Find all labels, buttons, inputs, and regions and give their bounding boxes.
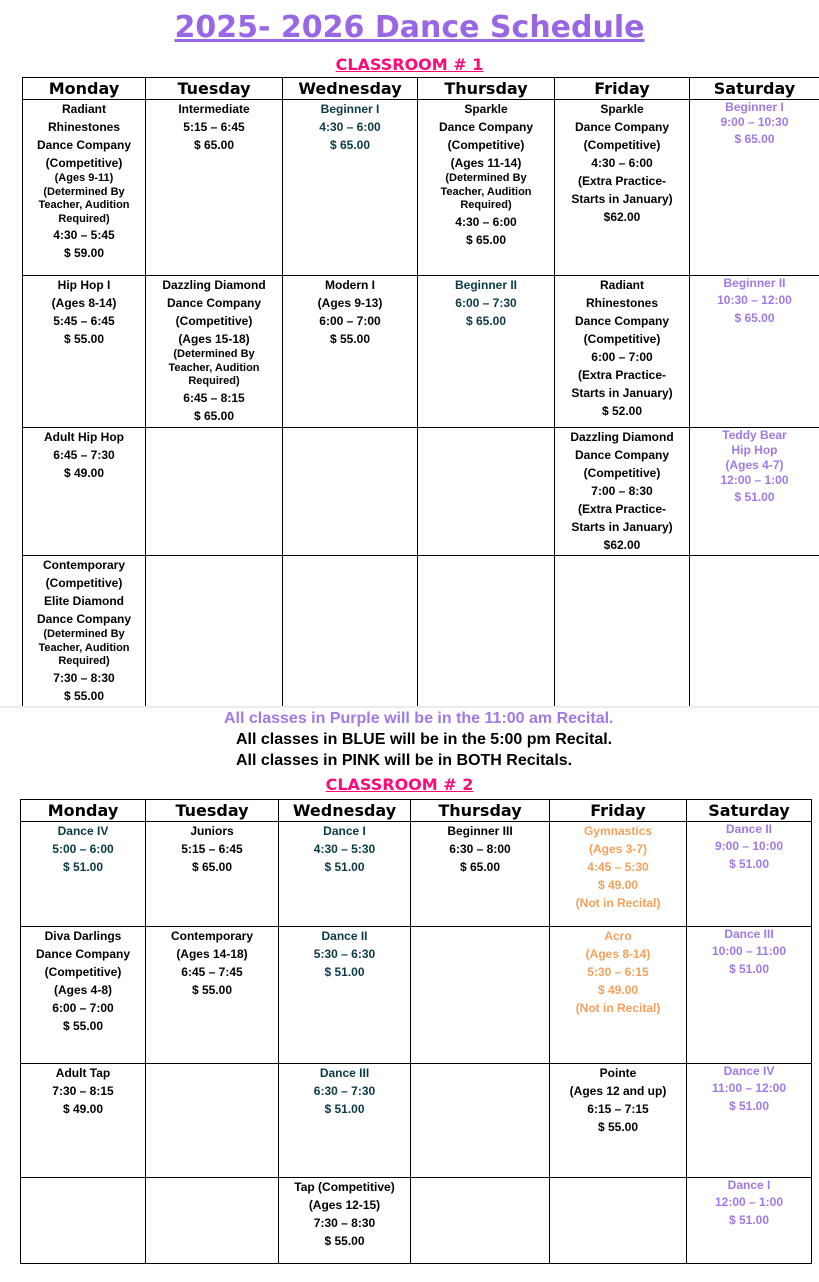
empty-cell: [21, 1178, 146, 1264]
class-line: Beginner III: [447, 824, 513, 838]
class-line: $ 51.00: [728, 962, 770, 976]
class-line: Adult Tap: [55, 1066, 111, 1080]
class-line: Dance IV: [723, 1064, 775, 1078]
class-line: 6:00 – 7:00: [591, 350, 653, 364]
class-line: Dance IV: [57, 824, 109, 838]
class-line: (Ages 15-18): [178, 332, 250, 346]
class-line: 4:30 – 5:45: [53, 228, 115, 242]
class-line: 6:30 – 8:00: [449, 842, 511, 856]
class-line: 4:30 – 6:00: [319, 120, 381, 134]
class-line: $ 55.00: [191, 983, 233, 997]
class-line: Beginner II: [723, 276, 786, 290]
class-line: (Extra Practice-: [577, 368, 667, 382]
class-line: Dazzling Diamond: [570, 430, 674, 444]
class-cell: [555, 276, 690, 428]
class-cell: [418, 100, 555, 276]
day-header-thursday: Thursday: [418, 78, 555, 100]
class-line: $ 51.00: [734, 490, 775, 504]
class-line: Dance Company: [35, 947, 131, 961]
day-header-wednesday: Wednesday: [279, 800, 411, 822]
class-line: $ 49.00: [62, 1102, 104, 1116]
class-line: Dance I: [323, 824, 366, 838]
class-line: Teacher, Audition: [440, 185, 532, 198]
class-line: 7:30 – 8:30: [313, 1216, 376, 1230]
class-line: 7:30 – 8:15: [52, 1084, 114, 1098]
class-line: Dance III: [724, 927, 774, 941]
table-row: [21, 1178, 812, 1264]
class-line: $ 49.00: [597, 983, 639, 997]
class-line: Teacher, Audition: [38, 641, 130, 654]
empty-cell: [146, 1064, 279, 1178]
class-line: (Ages 3-7): [588, 842, 647, 856]
class-line: $ 52.00: [601, 404, 643, 418]
day-header-tuesday: Tuesday: [146, 800, 279, 822]
class-line: 4:30 – 6:00: [591, 156, 653, 170]
class-line: 4:30 – 5:30: [313, 842, 376, 856]
class-line: Diva Darlings: [44, 929, 122, 943]
class-line: (Ages 8-14): [585, 947, 651, 961]
class-cell: [690, 100, 819, 276]
class-line: (Ages 9-13): [317, 296, 383, 310]
class-line: $62.00: [603, 538, 641, 552]
class-line: (Not in Recital): [575, 1001, 661, 1015]
class-cell: [23, 100, 146, 276]
day-header-monday: Monday: [21, 800, 146, 822]
class-line: $ 55.00: [62, 1019, 104, 1033]
class-cell: [23, 276, 146, 428]
class-line: (Ages 14-18): [176, 947, 248, 961]
class-line: Gymnastics: [583, 824, 653, 838]
class-line: Intermediate: [178, 102, 250, 116]
day-header-saturday: Saturday: [687, 800, 812, 822]
day-header-friday: Friday: [555, 78, 690, 100]
class-line: Elite Diamond: [43, 594, 124, 608]
class-line: 5:15 – 6:45: [181, 842, 243, 856]
class-line: 9:00 – 10:00: [714, 839, 784, 853]
class-line: (Competitive): [447, 138, 525, 152]
day-header-friday: Friday: [550, 800, 687, 822]
day-header-wednesday: Wednesday: [283, 78, 418, 100]
class-line: (Ages 4-7): [725, 458, 784, 472]
class-line: Radiant: [61, 102, 106, 116]
class-cell: [555, 428, 690, 556]
class-line: Teddy Bear: [722, 428, 787, 442]
class-cell: [23, 556, 146, 708]
class-line: (Ages 11-14): [450, 156, 522, 170]
class-line: Hip Hop I: [57, 278, 111, 292]
class-line: (Determined By: [43, 185, 125, 198]
class-line: (Ages 12-15): [308, 1198, 381, 1212]
class-line: Adult Hip Hop: [44, 430, 124, 444]
class-line: (Determined By: [43, 628, 125, 640]
class-line: Beginner I: [320, 102, 380, 116]
class-line: Sparkle: [464, 102, 508, 116]
class-line: Contemporary: [42, 558, 125, 572]
class-cell: [21, 927, 146, 1064]
empty-cell: [411, 927, 550, 1064]
class-line: Required): [58, 212, 110, 225]
class-line: $62.00: [603, 210, 641, 224]
day-header-tuesday: Tuesday: [146, 78, 283, 100]
class-cell: [21, 1064, 146, 1178]
class-line: 6:30 – 7:30: [313, 1084, 376, 1098]
class-line: 6:45 – 7:45: [181, 965, 243, 979]
class-line: (Determined By: [445, 172, 527, 184]
note-purple-recital: All classes in Purple will be in the 11:00 am Recital.: [224, 710, 614, 727]
class-line: Rhinestones: [47, 120, 120, 134]
class-cell: [21, 822, 146, 927]
class-line: $ 55.00: [63, 332, 105, 346]
class-cell: [687, 1064, 812, 1178]
class-line: 5:30 – 6:30: [313, 947, 376, 961]
class-cell: [279, 822, 411, 927]
class-line: (Determined By: [173, 348, 255, 360]
class-cell: [690, 428, 819, 556]
class-cell: [23, 428, 146, 556]
empty-cell: [146, 556, 283, 708]
class-line: (Competitive): [45, 156, 123, 170]
class-cell: [550, 822, 687, 927]
class-line: Dance Company: [36, 612, 132, 626]
class-line: $ 65.00: [734, 311, 775, 325]
table-row: [23, 100, 819, 276]
class-line: $ 51.00: [728, 1213, 770, 1227]
class-line: 10:30 – 12:00: [717, 293, 792, 307]
class-line: Modern I: [325, 278, 375, 292]
class-line: $ 65.00: [459, 860, 501, 874]
classroom-2-schedule-table: [20, 799, 812, 1264]
class-line: Radiant: [599, 278, 644, 292]
class-line: Dance Company: [166, 296, 262, 310]
class-cell: [146, 822, 279, 927]
class-line: 5:45 – 6:45: [53, 314, 115, 328]
class-line: $ 55.00: [329, 332, 371, 346]
class-line: $ 55.00: [324, 1234, 365, 1248]
class-line: $ 59.00: [63, 246, 105, 260]
class-line: Rhinestones: [585, 296, 658, 310]
class-cell: [687, 927, 812, 1064]
class-line: Required): [188, 375, 240, 387]
class-line: $ 51.00: [324, 1102, 365, 1116]
class-cell: [418, 276, 555, 428]
class-line: Pointe: [599, 1066, 637, 1080]
page-title: 2025- 2026 Dance Schedule: [174, 10, 645, 45]
class-line: Starts in January): [571, 520, 673, 534]
class-line: 6:45 – 8:15: [183, 390, 245, 405]
class-line: 7:00 – 8:30: [591, 484, 653, 498]
class-line: 12:00 – 1:00: [714, 1195, 784, 1209]
class-line: Required): [460, 199, 512, 211]
class-line: Dance Company: [574, 448, 670, 462]
class-line: (Competitive): [175, 314, 253, 328]
class-line: 4:45 – 5:30: [587, 860, 649, 874]
table-row: [23, 276, 819, 428]
class-line: (Ages 12 and up): [569, 1084, 667, 1098]
class-line: $ 65.00: [193, 408, 235, 423]
class-cell: [279, 1064, 411, 1178]
class-line: 6:15 – 7:15: [587, 1102, 649, 1116]
note-pink-recital: All classes in PINK will be in BOTH Recitals.: [236, 752, 573, 769]
empty-cell: [550, 1178, 687, 1264]
class-line: 11:00 – 12:00: [711, 1081, 787, 1095]
empty-cell: [555, 556, 690, 708]
class-line: Teacher, Audition: [168, 361, 260, 374]
class-line: Acro: [604, 929, 632, 943]
table-row: [23, 428, 819, 556]
class-line: Juniors: [190, 824, 234, 838]
class-line: Dance Company: [574, 120, 670, 134]
class-line: $ 65.00: [465, 232, 507, 247]
classroom-1-label: CLASSROOM # 1: [335, 55, 484, 74]
class-cell: [146, 276, 283, 428]
class-cell: [550, 1064, 687, 1178]
class-cell: [687, 1178, 812, 1264]
class-line: Beginner II: [454, 278, 517, 292]
class-line: $ 65.00: [193, 138, 235, 152]
class-line: 4:30 – 6:00: [455, 214, 517, 229]
class-cell: [146, 927, 279, 1064]
empty-cell: [283, 556, 418, 708]
recital-notes: [0, 708, 819, 771]
class-line: (Competitive): [44, 965, 122, 979]
note-blue-recital: All classes in BLUE will be in the 5:00 pm Recital.: [236, 731, 613, 748]
empty-cell: [283, 428, 418, 556]
class-line: Dance III: [319, 1066, 370, 1080]
day-header-saturday: Saturday: [690, 78, 819, 100]
class-line: (Not in Recital): [575, 896, 661, 910]
class-line: $ 51.00: [62, 860, 104, 874]
class-line: Sparkle: [600, 102, 644, 116]
class-line: Starts in January): [571, 192, 673, 206]
class-line: 7:30 – 8:30: [53, 670, 115, 685]
class-line: $ 55.00: [63, 688, 105, 703]
empty-cell: [690, 556, 819, 708]
class-line: Tap (Competitive): [294, 1180, 395, 1194]
class-line: Contemporary: [170, 929, 253, 943]
class-line: $ 51.00: [728, 857, 770, 871]
empty-cell: [411, 1178, 550, 1264]
class-line: (Ages 4-8): [53, 983, 112, 997]
class-line: 6:00 – 7:00: [319, 314, 381, 328]
table-row: [21, 927, 812, 1064]
class-line: 9:00 – 10:30: [720, 115, 789, 129]
class-cell: [687, 822, 812, 927]
class-line: 12:00 – 1:00: [720, 473, 789, 487]
class-line: 5:00 – 6:00: [52, 842, 114, 856]
class-line: 6:00 – 7:30: [455, 296, 517, 310]
class-line: $ 49.00: [597, 878, 639, 892]
class-line: (Competitive): [583, 332, 661, 346]
empty-cell: [146, 428, 283, 556]
empty-cell: [411, 1064, 550, 1178]
class-line: Dance Company: [438, 120, 534, 134]
class-line: $ 49.00: [63, 466, 105, 480]
class-cell: [146, 100, 283, 276]
day-header-thursday: Thursday: [411, 800, 550, 822]
class-line: Dance II: [321, 929, 368, 943]
class-cell: [550, 927, 687, 1064]
table-row: [21, 822, 812, 927]
class-line: (Extra Practice-: [577, 174, 667, 188]
class-line: (Competitive): [583, 466, 661, 480]
class-line: Teacher, Audition: [38, 199, 130, 211]
classroom-1-schedule-table: [22, 77, 819, 708]
class-line: (Extra Practice-: [577, 502, 667, 516]
class-line: $ 65.00: [329, 138, 371, 152]
class-line: Hip Hop: [731, 443, 778, 457]
class-cell: [411, 822, 550, 927]
class-line: Starts in January): [571, 386, 673, 400]
class-line: Dance Company: [574, 314, 670, 328]
class-line: Dazzling Diamond: [162, 278, 266, 292]
class-line: Required): [58, 655, 110, 667]
class-line: $ 51.00: [728, 1099, 770, 1113]
day-header-monday: Monday: [23, 78, 146, 100]
class-line: $ 51.00: [324, 965, 365, 979]
schedule-header-row: [23, 78, 819, 100]
class-line: (Competitive): [583, 138, 661, 152]
empty-cell: [418, 556, 555, 708]
class-cell: [555, 100, 690, 276]
class-line: 5:15 – 6:45: [183, 120, 245, 134]
schedule-header-row: [21, 800, 812, 822]
table-row: [21, 1064, 812, 1178]
class-line: (Competitive): [45, 576, 123, 590]
class-line: $ 65.00: [191, 860, 233, 874]
class-line: Dance I: [727, 1178, 771, 1192]
class-line: 6:45 – 7:30: [53, 448, 115, 462]
class-cell: [690, 276, 819, 428]
class-line: Beginner I: [725, 100, 784, 114]
class-line: (Ages 8-14): [51, 296, 117, 310]
class-cell: [279, 927, 411, 1064]
class-line: 10:00 – 11:00: [711, 944, 787, 958]
class-line: Dance II: [725, 822, 773, 836]
classroom-2-label: CLASSROOM # 2: [325, 775, 474, 794]
class-cell: [279, 1178, 411, 1264]
class-line: (Ages 9-11): [54, 172, 114, 184]
class-line: $ 65.00: [734, 132, 775, 146]
class-line: $ 51.00: [324, 860, 365, 874]
table-row: [23, 556, 819, 708]
class-line: 6:00 – 7:00: [52, 1001, 114, 1015]
empty-cell: [146, 1178, 279, 1264]
class-line: 5:30 – 6:15: [587, 965, 649, 979]
class-line: Dance Company: [36, 138, 132, 152]
class-line: $ 55.00: [597, 1120, 639, 1134]
class-cell: [283, 276, 418, 428]
class-line: $ 65.00: [465, 314, 507, 328]
empty-cell: [418, 428, 555, 556]
class-cell: [283, 100, 418, 276]
